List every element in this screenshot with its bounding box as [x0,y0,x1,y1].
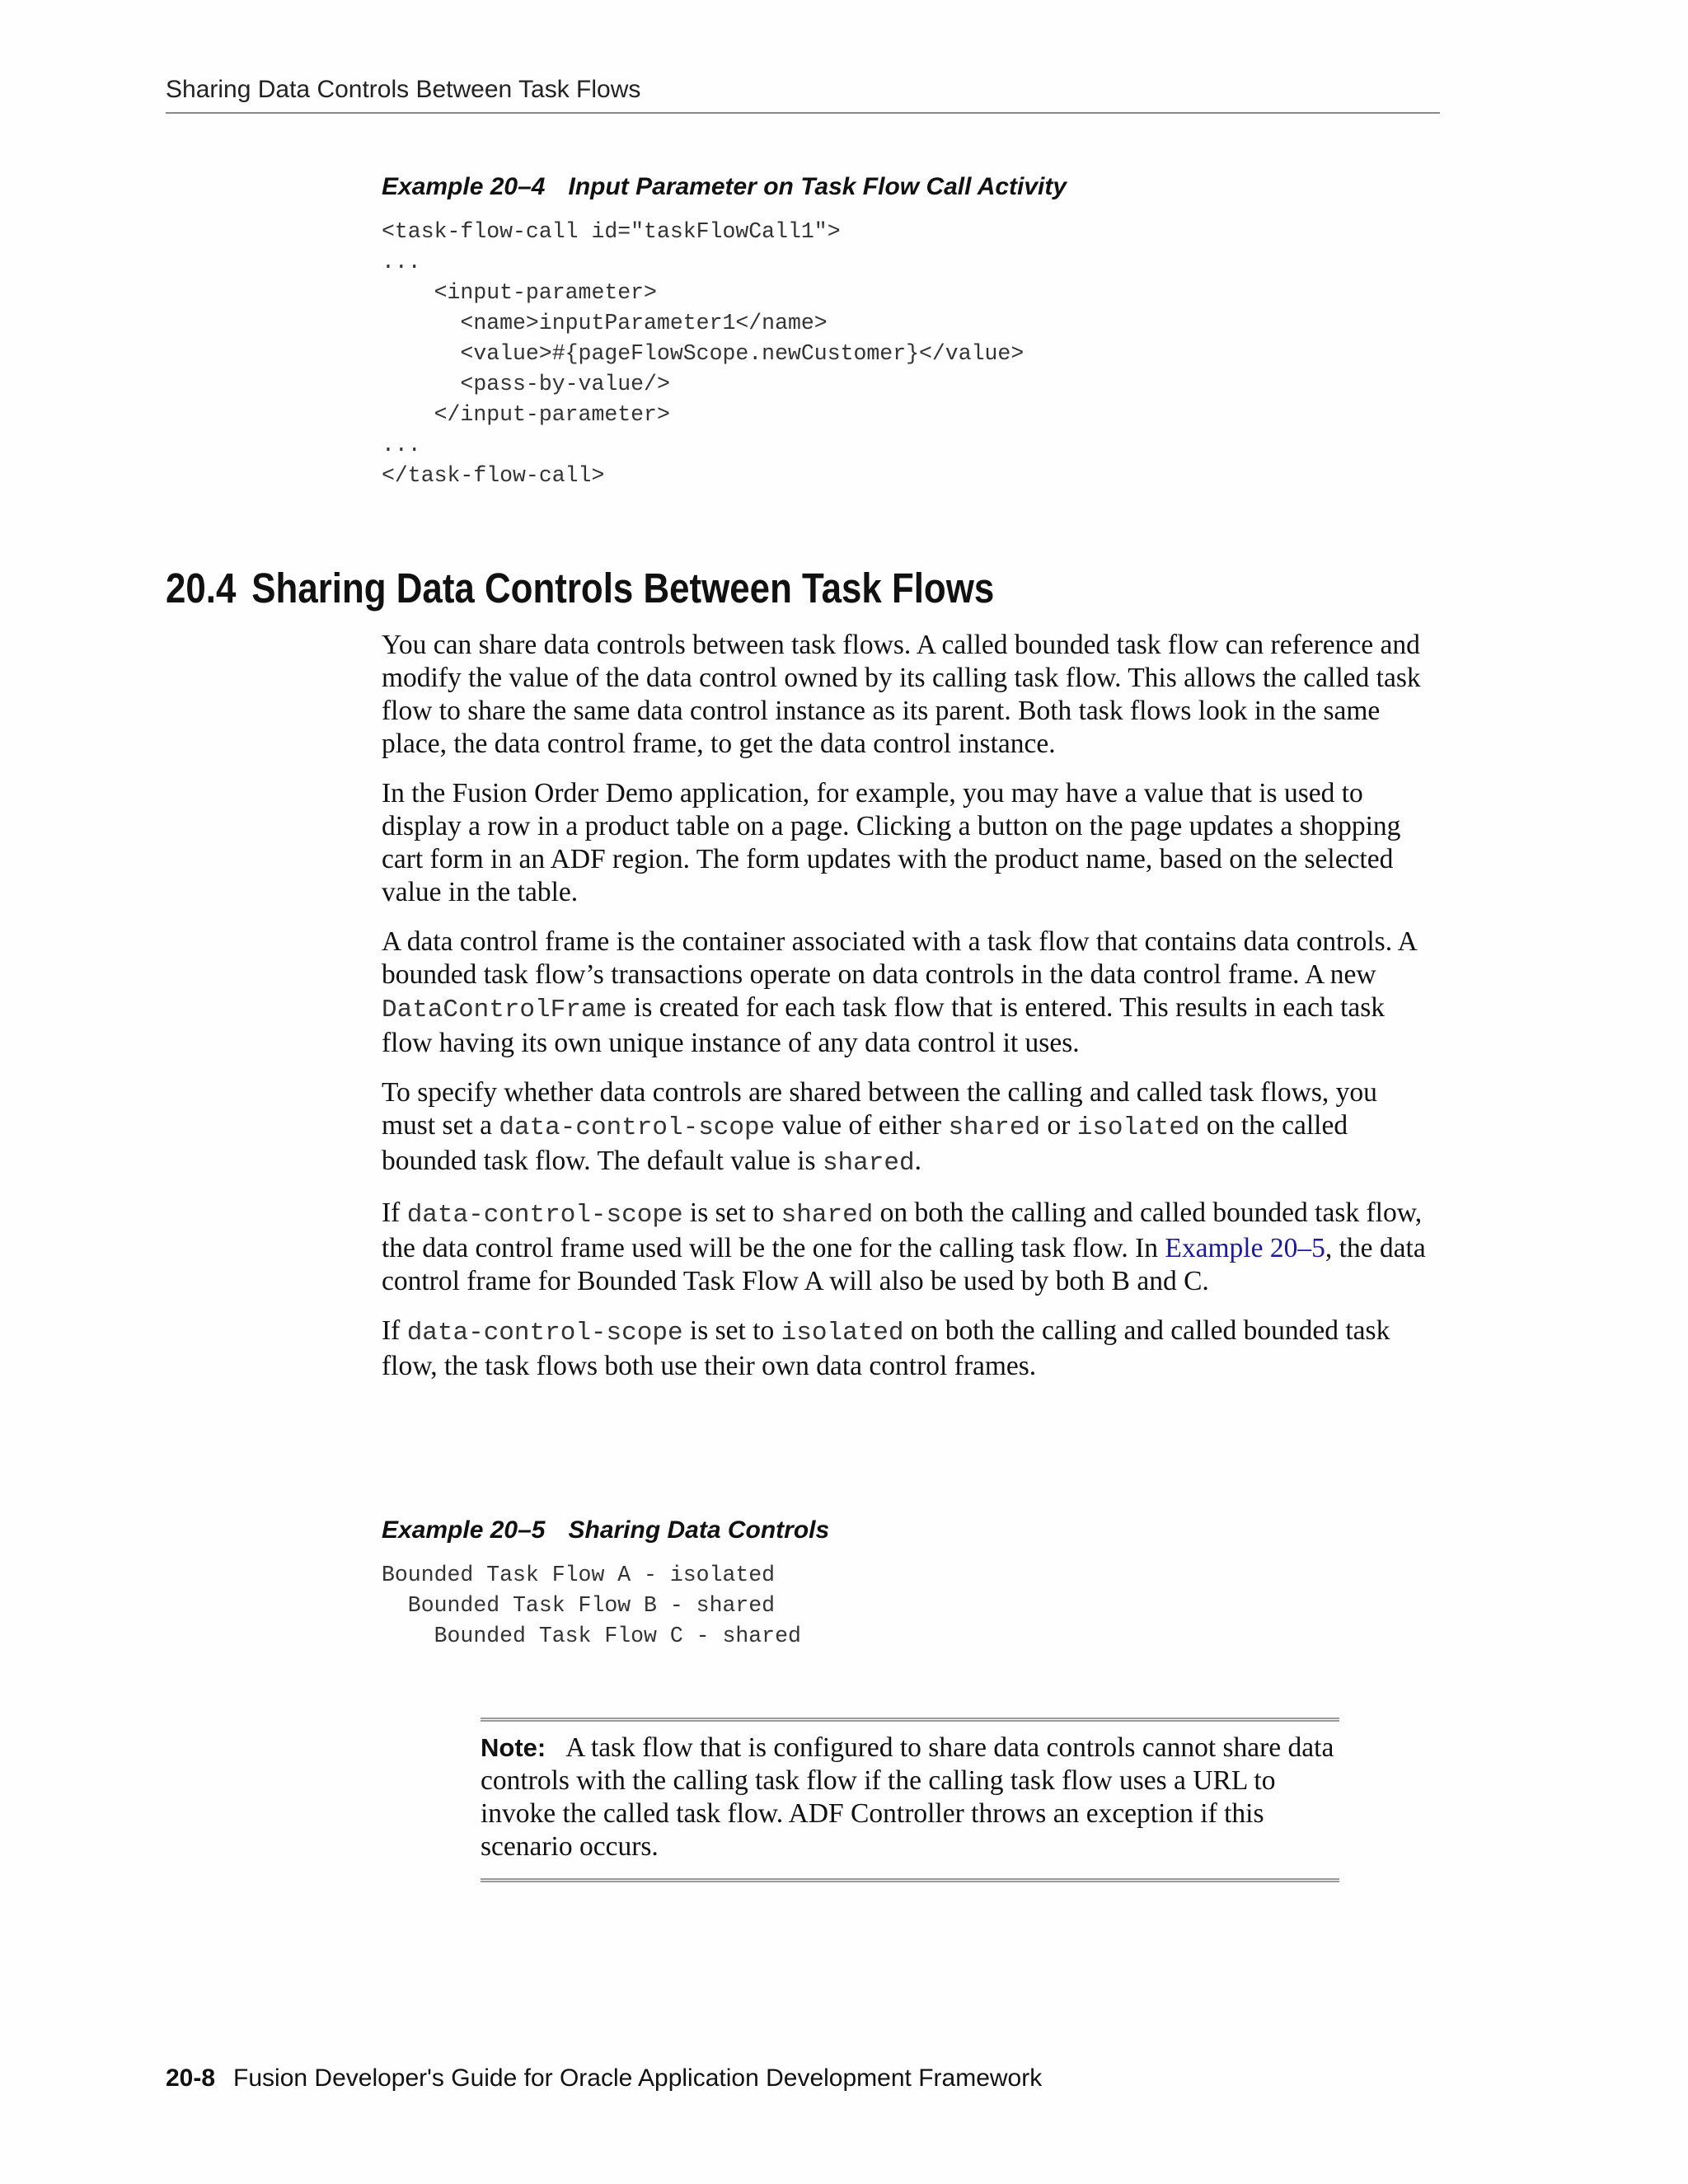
note-text: A task flow that is configured to share data controls cannot share data controls with the calling task flow if the calling task flow uses a URL to invoke the called task flow. ADF Controller throws an exception if this scenario occurs. [481,1732,1334,1862]
page-number: 20-8 [166,2064,216,2092]
example-20-4-code: <task-flow-call id="taskFlowCall1"> ... <input-parameter> <name>inputParameter1</name> <value>#{pageFlowScope.newCustomer}</value> <pass-by-value/> </input-parameter> ... </task-flow-call> [382,219,1025,488]
paragraph-6: If data-control-scope is set to isolated on both the calling and called bounded task flow, the task flows both use their own data control frames. [382,1315,1390,1381]
inline-code: shared [822,1149,915,1178]
inline-code: isolated [1076,1113,1200,1142]
page-footer [166,2064,1042,2093]
example-20-5-code: Bounded Task Flow A - isolated Bounded Task Flow B - shared Bounded Task Flow C - shared [382,1563,801,1648]
section-heading [166,564,994,612]
example-20-5-link[interactable]: Example 20–5 [1165,1233,1325,1263]
section-title: Sharing Data Controls Between Task Flows [251,565,995,612]
inline-code: DataControlFrame [382,996,627,1024]
paragraph-1: You can share data controls between task flows. A called bounded task flow can reference and modify the value of the data control owned by its calling task flow. This allows the called task flow to share the same data control instance as its parent. Both task flows look in the same place, the data control frame, to get the data control instance. [382,630,1421,759]
paragraph-4: To specify whether data controls are shared between the calling and called task flows, you must set a data-control-scope value of either shared or isolated on the called bounded task flow. The default value is shared. [382,1077,1377,1178]
note-label: Note: [481,1733,546,1762]
paragraph-3: A data control frame is the container associated with a task flow that contains data controls. A bounded task flow’s transactions operate on data controls in the data control frame. A new DataControlFrame is created for each task flow that is entered. This results in each task flow having its own unique instance of any data control it uses. [382,926,1416,1058]
example-label: Example 20–4 [382,173,546,200]
section-body [382,629,1437,1399]
inline-code: data-control-scope [406,1201,683,1230]
example-title: Input Parameter on Task Flow Call Activity [568,173,1067,200]
note-box [481,1718,1339,1882]
example-label: Example 20–5 [382,1516,546,1544]
example-20-4-caption [382,173,1067,201]
inline-code: isolated [781,1319,904,1347]
inline-code: data-control-scope [406,1319,683,1347]
book-title: Fusion Developer's Guide for Oracle Application Development Framework [233,2064,1043,2092]
running-header: Sharing Data Controls Between Task Flows [166,76,1440,114]
inline-code: data-control-scope [499,1113,776,1142]
example-title: Sharing Data Controls [568,1516,830,1544]
section-number: 20.4 [166,565,237,612]
inline-code: shared [948,1113,1041,1142]
paragraph-2: In the Fusion Order Demo application, for example, you may have a value that is used to display a row in a product table on a page. Clicking a button on the page updates a shopping cart form in an ADF region. The form updates with the product name, based on the selected value in the table. [382,778,1401,907]
example-20-5-caption [382,1516,829,1544]
paragraph-5: If data-control-scope is set to shared on both the calling and called bounded task flow, the data control frame used will be the one for the calling task flow. In Example 20–5, the data control frame for Bounded Task Flow A will also be used by both B and C. [382,1197,1426,1296]
inline-code: shared [781,1201,874,1230]
